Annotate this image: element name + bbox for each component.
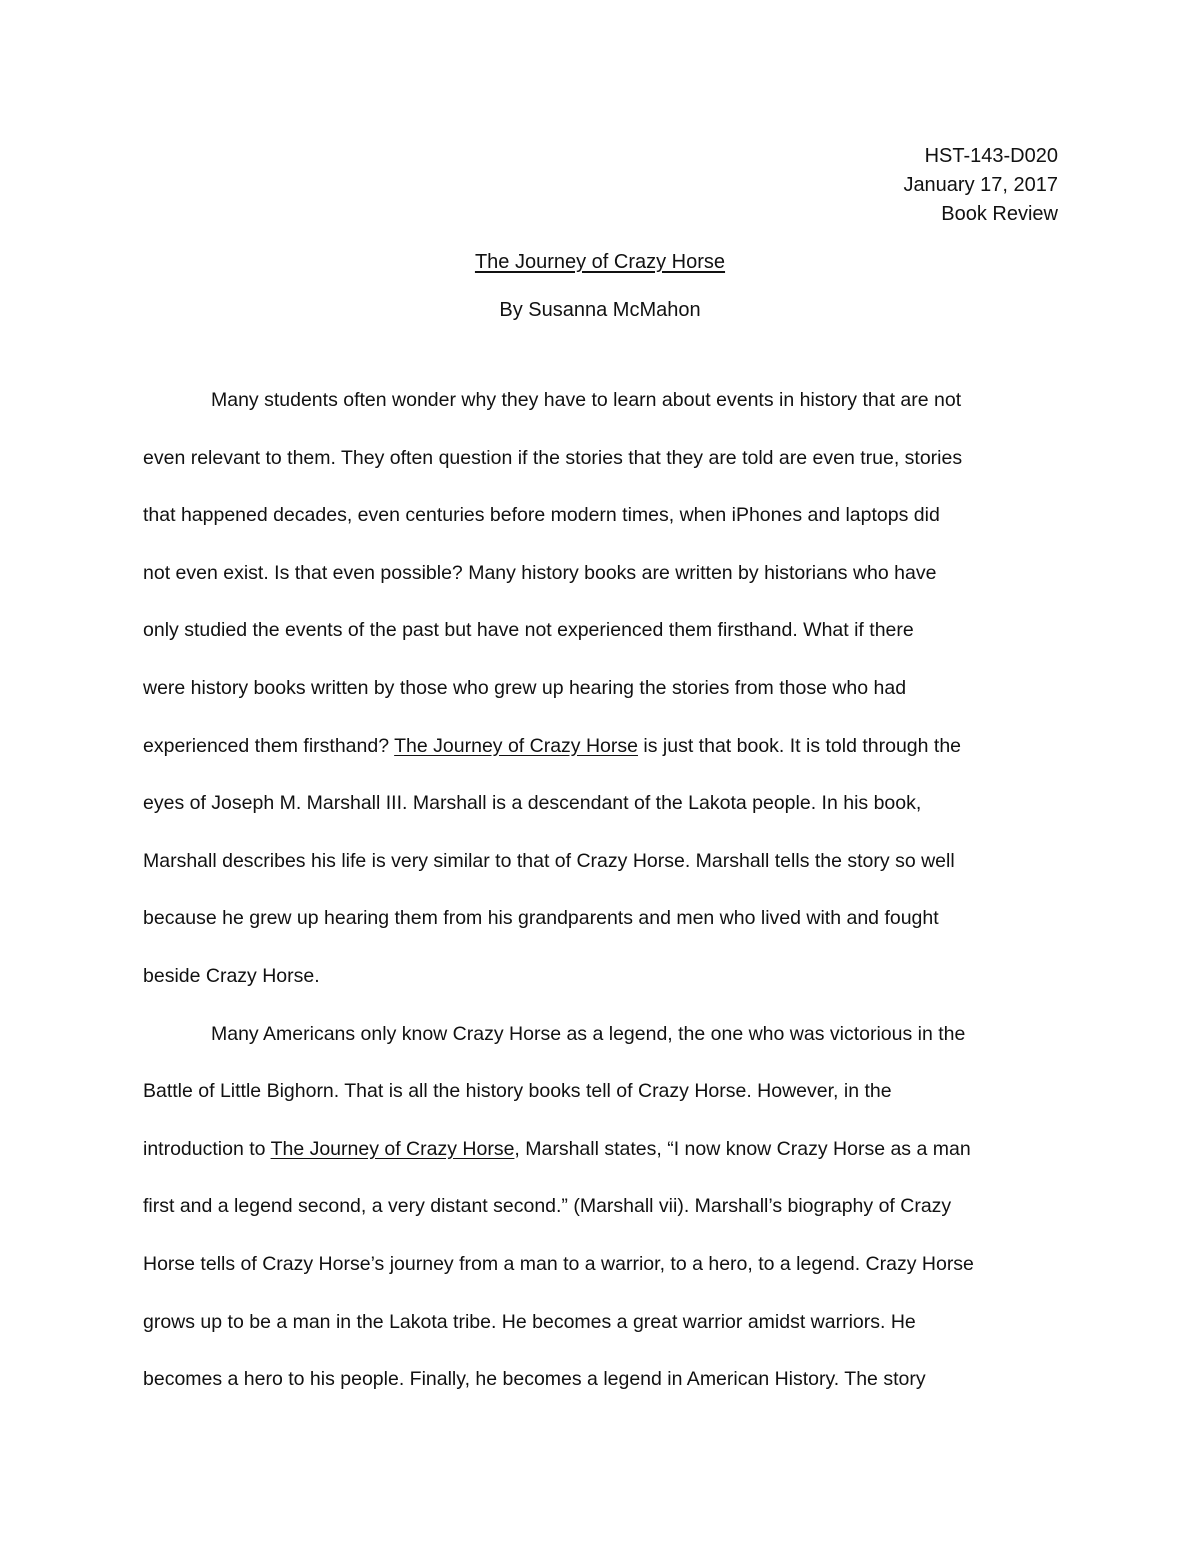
paragraph-2-line-7: becomes a hero to his people. Finally, he becomes a legend in American History. The story <box>143 1368 926 1391</box>
paragraph-2-line-4: first and a legend second, a very distant second.” (Marshall vii). Marshall’s biography of Crazy <box>143 1195 952 1218</box>
line-7-pre: experienced them firsthand? <box>143 734 395 757</box>
line-14-pre: introduction to <box>143 1137 271 1160</box>
book-title-reference: The Journey of Crazy Horse <box>394 734 638 757</box>
document-title: The Journey of Crazy Horse <box>474 251 726 273</box>
paragraph-2-line-3 <box>143 1121 1061 1179</box>
document-type: Book Review <box>941 203 1058 225</box>
paragraph-1-line-8: eyes of Joseph M. Marshall III. Marshall is a descendant of the Lakota people. In his book, <box>143 792 922 815</box>
line-14-post: , Marshall states, “I now know Crazy Horse as a man <box>514 1137 971 1160</box>
document-date: January 17, 2017 <box>903 174 1058 196</box>
paragraph-2-line-5: Horse tells of Crazy Horse’s journey from a man to a warrior, to a hero, to a legend. Crazy Horse <box>143 1252 974 1275</box>
course-code: HST-143-D020 <box>924 145 1058 167</box>
paragraph-1-line-4: not even exist. Is that even possible? Many history books are written by historians who have <box>143 561 937 584</box>
paragraph-1-line-6: were history books written by those who grew up hearing the stories from those who had <box>143 676 907 699</box>
paragraph-1-line-2: even relevant to them. They often question if the stories that they are told are even true, stories <box>143 446 963 469</box>
line-7-post: is just that book. It is told through the <box>638 734 962 757</box>
paragraph-2-line-6: grows up to be a man in the Lakota tribe. He becomes a great warrior amidst warriors. He <box>143 1310 916 1333</box>
paragraph-1-line-10: because he grew up hearing them from his grandparents and men who lived with and fought <box>143 907 939 930</box>
paragraph-2-line-2: Battle of Little Bighorn. That is all the history books tell of Crazy Horse. However, in the <box>143 1080 892 1103</box>
book-title-reference: The Journey of Crazy Horse <box>270 1137 515 1160</box>
paragraph-2-line-1: Many Americans only know Crazy Horse as a legend, the one who was victorious in the <box>211 1022 966 1045</box>
paragraph-1-line-11: beside Crazy Horse. <box>143 964 320 987</box>
paragraph-1-line-3: that happened decades, even centuries before modern times, when iPhones and laptops did <box>143 504 940 527</box>
header-block <box>903 142 1058 229</box>
body-text <box>143 372 1061 1409</box>
paragraph-1-line-1: Many students often wonder why they have to learn about events in history that are not <box>211 389 962 411</box>
paragraph-1-line-9: Marshall describes his life is very similar to that of Crazy Horse. Marshall tells the story so well <box>143 849 955 872</box>
paragraph-1-line-7 <box>143 718 1061 776</box>
document-author: By Susanna McMahon <box>499 299 701 321</box>
paragraph-1-line-5: only studied the events of the past but have not experienced them firsthand. What if there <box>143 619 914 642</box>
